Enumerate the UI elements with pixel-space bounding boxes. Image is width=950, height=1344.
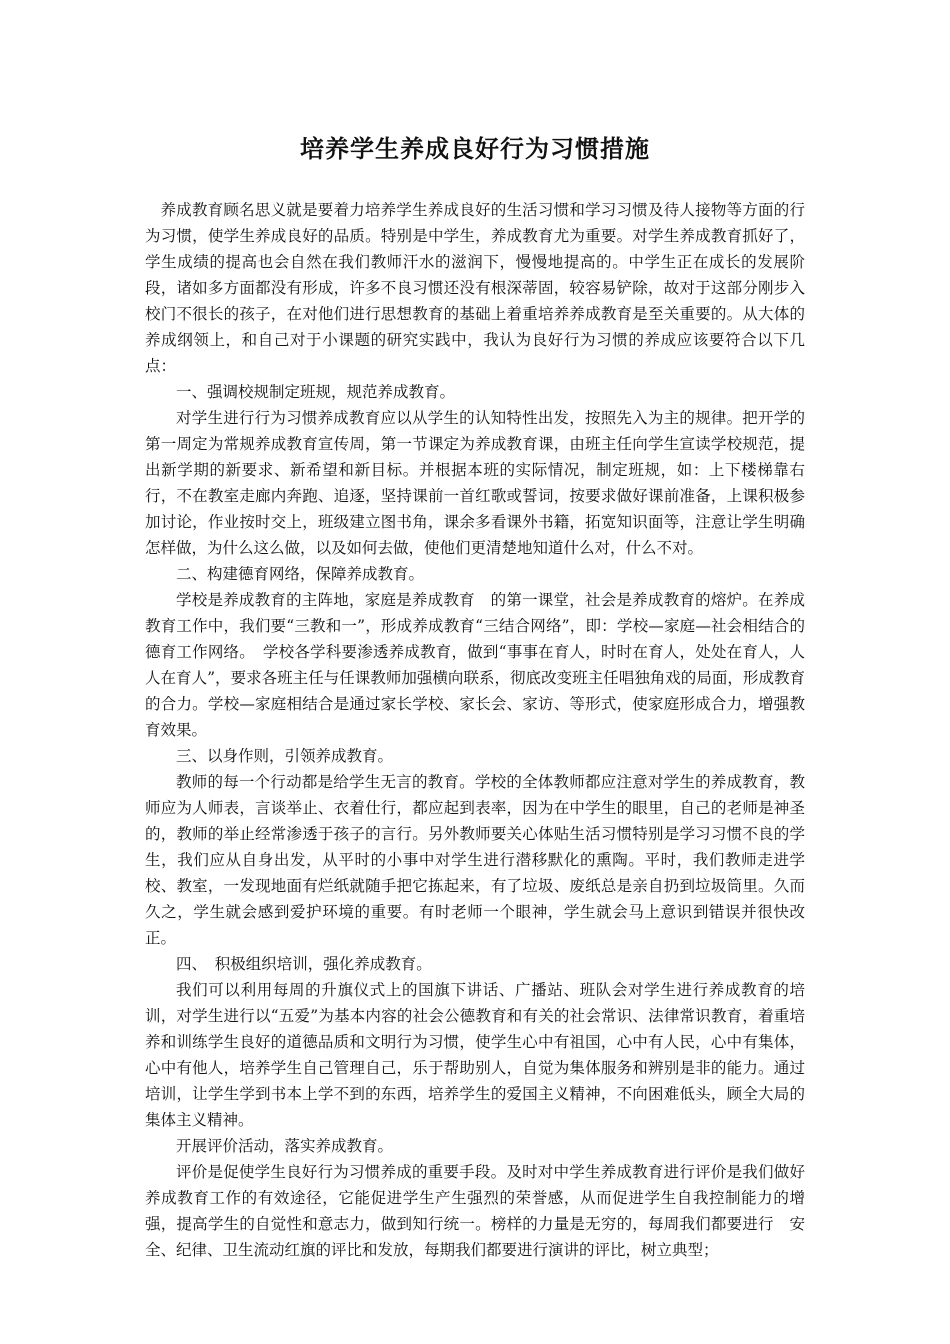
- document-title: 培养学生养成良好行为习惯措施: [300, 134, 650, 163]
- section-5-heading: 开展评价活动，落实养成教育。: [176, 1137, 394, 1155]
- section-3-body: 教师的每一个行动都是给学生无言的教育。学校的全体教师都应注意对学生的养成教育，教师应为人师表，言谈举止、衣着仕行，都应起到表率，因为在中学生的眼里，自己的老师是神圣的，教师的举止经常渗透于孩子的言行。另外教师要关心体贴生活习惯特别是学习习惯不良的学生，我们应从自身出发，从平时的小事中对学生进行潜移默化的熏陶。平时，我们教师走进学校、教室，一发现地面有烂纸就随手把它拣起来，有了垃圾、废纸总是亲自扔到垃圾筒里。久而久之，学生就会感到爱护环境的重要。有时老师一个眼神，学生就会马上意识到错误并很快改正。: [145, 773, 805, 947]
- section-4-body: 我们可以利用每周的升旗仪式上的国旗下讲话、广播站、班队会对学生进行养成教育的培训，对学生进行以“五爱”为基本内容的社会公德教育和有关的社会常识、法律常识教育，着重培养和训练学生良好的道德品质和文明行为习惯，使学生心中有祖国，心中有人民，心中有集体，心中有他人，培养学生自己管理自己，乐于帮助别人，自觉为集体服务和辨别是非的能力。通过培训，让学生学到书本上学不到的东西，培养学生的爱国主义精神，不向困难低头，顾全大局的集体主义精神。: [145, 981, 805, 1129]
- section-4-heading: 四、 积极组织培训，强化养成教育。: [176, 955, 432, 973]
- section-1-body: 对学生进行行为习惯养成教育应以从学生的认知特性出发，按照先入为主的规律。把开学的第一周定为常规养成教育宣传周，第一节课定为养成教育课，由班主任向学生宣读学校规范，提出新学期的新要求、新希望和新目标。并根据本班的实际情况，制定班规，如：上下楼梯靠右行，不在教室走廊内奔跑、追逐，坚持课前一首红歌或誓词，按要求做好课前准备，上课积极参加讨论，作业按时交上，班级建立图书角，课余多看课外书籍，拓宽知识面等，注意让学生明确怎样做，为什么这么做，以及如何去做，使他们更清楚地知道什么对，什么不对。: [145, 409, 805, 557]
- section-5-body: 评价是促使学生良好行为习惯养成的重要手段。及时对中学生养成教育进行评价是我们做好养成教育工作的有效途径，它能促进学生产生强烈的荣誉感，从而促进学生自我控制能力的增强，提高学生的自觉性和意志力，做到知行统一。榜样的力量是无穷的，每周我们都要进行 安全、纪律、卫生流动红旗的评比和发放，每期我们都要进行演讲的评比，树立典型；: [145, 1163, 805, 1259]
- intro-paragraph: 养成教育顾名思义就是要着力培养学生养成良好的生活习惯和学习习惯及待人接物等方面的行为习惯，使学生养成良好的品质。特别是中学生，养成教育尤为重要。对学生养成教育抓好了，学生成绩的提高也会自然在我们教师汗水的滋润下，慢慢地提高的。中学生正在成长的发展阶段，诸如多方面都没有形成，许多不良习惯还没有根深蒂固，较容易铲除，故对于这部分刚步入校门不很长的孩子，在对他们进行思想教育的基础上着重培养养成教育是至关重要的。从大体的养成纲领上，和自己对于小课题的研究实践中，我认为良好行为习惯的养成应该要符合以下几点：: [145, 201, 805, 375]
- section-2-heading: 二、构建德育网络，保障养成教育。: [176, 565, 425, 583]
- section-3-heading: 三、以身作则，引领养成教育。: [176, 747, 394, 765]
- document-body: [145, 197, 805, 1263]
- section-2-body: 学校是养成教育的主阵地，家庭是养成教育 的第一课堂，社会是养成教育的熔炉。在养成教育工作中，我们要“三教和一”，形成养成教育“三结合网络”，即：学校—家庭—社会相结合的德育工作网络。 学校各学科要渗透养成教育，做到“事事在育人，时时在育人，处处在育人，人人在育人”，要求各班主任与任课教师加强横向联系，彻底改变班主任唱独角戏的局面，形成教育的合力。学校—家庭相结合是通过家长学校、家长会、家访、等形式，使家庭形成合力，增强教育效果。: [145, 591, 805, 739]
- section-1-heading: 一、强调校规制定班规，规范养成教育。: [176, 383, 456, 401]
